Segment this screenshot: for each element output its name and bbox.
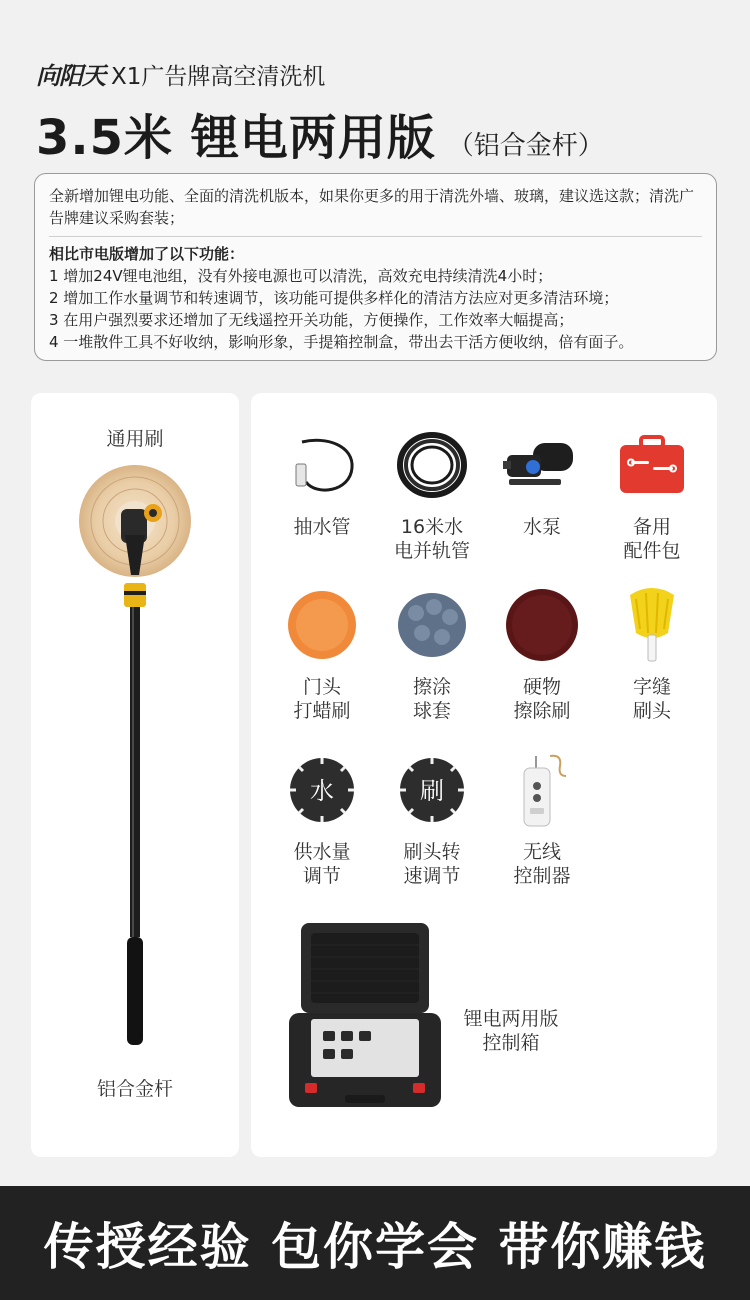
accessory-item bbox=[487, 750, 597, 888]
description-intro: 全新增加锂电功能、全面的清洗机版本，如果你更多的用于清洗外墙、玻璃，建议选这款；清洗广告牌建议采购套装； bbox=[49, 187, 695, 227]
feature-item: 2 增加工作水量调节和转速调节，该功能可提供多样化的清洁方法应对更多清洁环境； bbox=[49, 289, 619, 307]
accessory-name: 抽水管 bbox=[293, 516, 351, 538]
universal-brush-label: 通用刷 bbox=[106, 428, 164, 450]
microfiber-mop-icon bbox=[377, 585, 487, 665]
control-box-image bbox=[285, 919, 445, 1111]
accessory-name-line1: 字缝 bbox=[632, 676, 671, 698]
accessory-name-line2: 刷头 bbox=[632, 700, 671, 722]
accessory-item bbox=[377, 425, 487, 563]
accessory-item bbox=[267, 750, 377, 888]
toolbox-icon bbox=[597, 425, 707, 505]
control-box-label-line2: 控制箱 bbox=[482, 1032, 540, 1054]
accessories-panel bbox=[251, 393, 717, 1157]
gap-brush-icon bbox=[597, 585, 707, 665]
accessory-name-line2: 调节 bbox=[302, 865, 341, 887]
accessory-name-line1: 供水量 bbox=[293, 841, 351, 863]
aluminum-pole-label: 铝合金杆 bbox=[96, 1078, 173, 1100]
water-dial-icon bbox=[267, 750, 377, 830]
feature-item: 3 在用户强烈要求还增加了无线遥控开关功能，方便操作，工作效率大幅提高； bbox=[49, 311, 574, 329]
footer-slogan: 传授经验 包你学会 带你赚钱 bbox=[43, 1218, 707, 1276]
accessory-item bbox=[487, 585, 597, 723]
accessory-item bbox=[267, 425, 377, 539]
water-hose-icon bbox=[267, 425, 377, 505]
accessory-name-line1: 16米水 bbox=[400, 516, 464, 538]
accessory-item bbox=[597, 585, 707, 723]
feature-item: 1 增加24V锂电池组，没有外接电源也可以清洗，高效充电持续清洗4小时； bbox=[49, 267, 553, 285]
accessory-name-line2: 配件包 bbox=[623, 540, 681, 562]
feature-item: 4 一堆散件工具不好收纳，影响形象，手提箱控制盒，带出去干活方便收纳，倍有面子。 bbox=[49, 333, 634, 351]
accessory-item bbox=[267, 585, 377, 723]
header bbox=[36, 56, 604, 168]
accessory-item bbox=[377, 585, 487, 723]
accessory-name-line2: 电并轨管 bbox=[393, 540, 470, 562]
brand-logo: 向阳天 bbox=[36, 62, 105, 90]
divider bbox=[49, 236, 702, 237]
accessory-name-line2: 球套 bbox=[412, 700, 451, 722]
pole-with-brush-image bbox=[75, 465, 195, 1057]
remote-control-icon bbox=[487, 750, 597, 830]
accessory-name-line1: 刷头转 bbox=[403, 841, 461, 863]
water-dial-glyph: 水 bbox=[310, 777, 334, 805]
accessory-name: 水泵 bbox=[522, 516, 561, 538]
accessory-name-line1: 备用 bbox=[632, 516, 671, 538]
water-pump-icon bbox=[487, 425, 597, 505]
description-box bbox=[34, 173, 717, 361]
accessory-item bbox=[597, 425, 707, 563]
speed-dial-glyph: 刷 bbox=[420, 777, 444, 805]
accessory-item bbox=[377, 750, 487, 888]
page-title: 3.5米 锂电两用版 bbox=[36, 110, 436, 166]
footer-banner bbox=[0, 1186, 750, 1300]
coiled-hose-icon bbox=[377, 425, 487, 505]
accessory-name-line1: 硬物 bbox=[522, 676, 561, 698]
title-line bbox=[36, 99, 604, 168]
accessory-name-line2: 控制器 bbox=[513, 865, 571, 887]
brand-line bbox=[36, 56, 604, 91]
product-name: X1广告牌高空清洗机 bbox=[111, 64, 326, 90]
control-box-label-line1: 锂电两用版 bbox=[463, 1008, 559, 1030]
accessory-name-line2: 打蜡刷 bbox=[293, 700, 351, 722]
accessory-name-line1: 门头 bbox=[302, 676, 341, 698]
accessory-name-line2: 擦除刷 bbox=[513, 700, 571, 722]
accessory-name-line1: 无线 bbox=[522, 841, 561, 863]
accessory-name-line2: 速调节 bbox=[403, 865, 461, 887]
scrub-pad-icon bbox=[487, 585, 597, 665]
comparison-heading: 相比市电版增加了以下功能： bbox=[49, 245, 245, 263]
speed-dial-icon bbox=[377, 750, 487, 830]
wax-pad-icon bbox=[267, 585, 377, 665]
accessory-name-line1: 擦涂 bbox=[412, 676, 451, 698]
pole-panel bbox=[31, 393, 239, 1157]
page-subtitle: （铝合金杆） bbox=[447, 131, 604, 161]
accessory-item bbox=[487, 425, 597, 539]
